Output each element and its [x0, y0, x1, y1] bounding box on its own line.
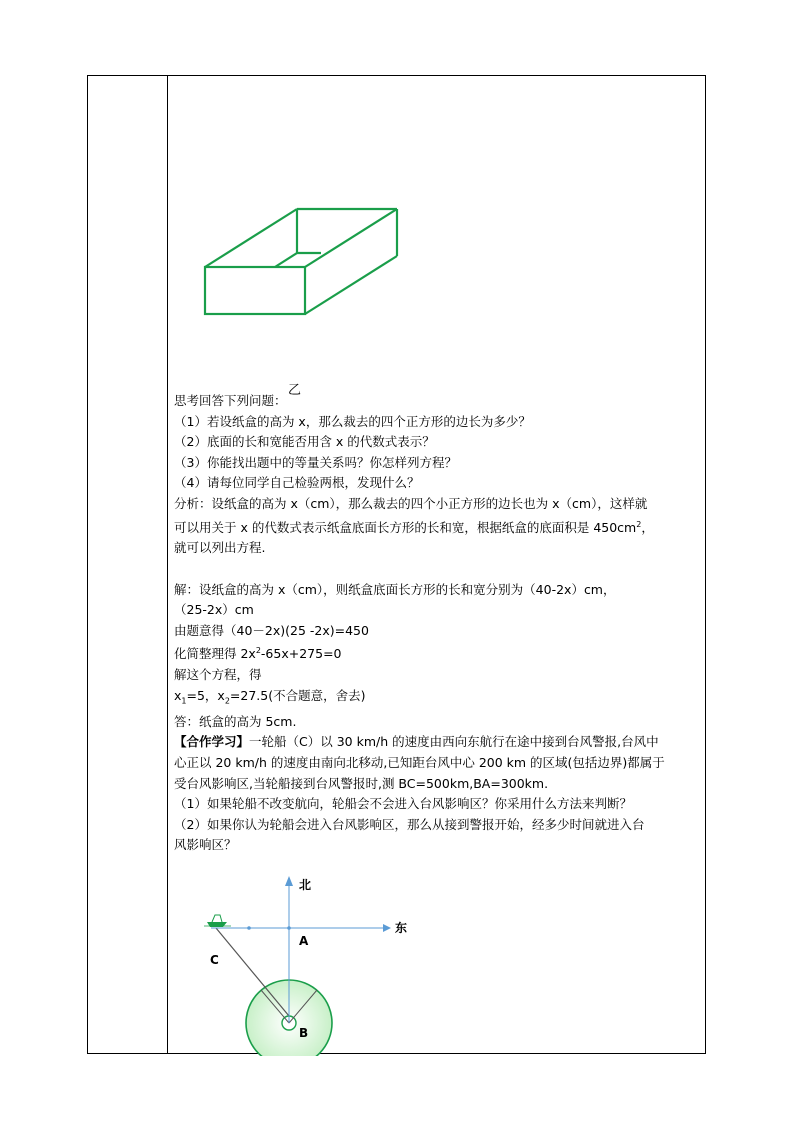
box-edge — [305, 209, 397, 267]
typhoon-diagram — [201, 866, 441, 1056]
questions-intro: 思考回答下列问题： — [174, 393, 287, 408]
column-divider — [167, 76, 168, 1053]
north-arrow — [285, 876, 293, 886]
cooperative-q2-line-2: 风影响区？ — [174, 837, 237, 853]
axis-tick — [287, 926, 291, 930]
analysis-line-3: 就可以列出方程. — [174, 540, 266, 556]
question-2: （2）底面的长和宽能否用含 x 的代数式表示？ — [174, 434, 435, 450]
analysis-line-1: 分析：设纸盒的高为 x（cm），那么裁去的四个小正方形的边长也为 x（cm），这样就 — [174, 495, 648, 511]
solution-line-3: 由题意得（40－2x)(25 -2x)=450 — [174, 622, 369, 638]
solution-line-6: $x_1=5$，$x_2=27.5$(不合题意，舍去) — [174, 687, 366, 706]
solution-answer: 答：纸盒的高为 5cm. — [174, 713, 297, 729]
cooperative-line-1: 【合作学习】一轮船（C）以 30 km/h 的速度由西向东航行在途中接到台风警报,台风中 — [174, 734, 659, 750]
table-frame — [87, 75, 706, 1054]
solution-line-5: 解这个方程，得 — [174, 667, 262, 683]
analysis-line-2: 可以用关于 x 的代数式表示纸盒底面长方形的长和宽，根据纸盒的底面积是 $450cm^2$， — [174, 519, 654, 535]
box-inner-edge — [275, 253, 297, 267]
north-label: 北 — [299, 878, 312, 892]
cooperative-q1: （1）如果轮船不改变航向，轮船会不会进入台风影响区？你采用什么方法来判断？ — [174, 796, 632, 812]
box-edge — [305, 256, 397, 314]
cooperative-title: 【合作学习】 — [174, 734, 250, 750]
cooperative-line-2: 心正以 20 km/h 的速度由南向北移动,已知距台风中心 200 km 的区域(包括边界)都属于 — [174, 754, 665, 770]
ship-icon — [204, 915, 231, 927]
solution-line-2: （25-2x）cm — [174, 602, 254, 618]
cooperative-line-3: 受台风影响区,当轮船接到台风警报时,测 BC=500km,BA=300km. — [174, 775, 549, 791]
figure-label: 乙 — [288, 383, 302, 398]
solution-line-1: 解：设纸盒的高为 x（cm），则纸盒底面长方形的长和宽分别为（40-2x）cm， — [174, 581, 616, 597]
east-arrow — [383, 924, 391, 932]
question-1: （1）若设纸盒的高为 x，那么裁去的四个正方形的边长为多少？ — [174, 413, 531, 429]
cooperative-q2-line-1: （2）如果你认为轮船会进入台风影响区，那么从接到警报开始，经多少时间就进入台 — [174, 816, 645, 832]
axis-tick — [247, 926, 251, 930]
box-edge — [205, 209, 297, 267]
solution-line-4: 化简整理得 $2x^2-65x+275=0$ — [174, 646, 342, 662]
east-label: 东 — [395, 921, 408, 935]
point-b-label: B — [299, 1026, 309, 1040]
lesson-content — [174, 391, 694, 856]
question-4: （4）请每位同学自己检验两根，发现什么？ — [174, 475, 420, 491]
box-front-face — [205, 267, 305, 314]
point-c-label: C — [210, 953, 219, 967]
point-a-label: A — [299, 934, 309, 948]
box-figure — [201, 206, 501, 396]
question-3: （3）你能找出题中的等量关系吗？你怎样列方程？ — [174, 454, 457, 470]
